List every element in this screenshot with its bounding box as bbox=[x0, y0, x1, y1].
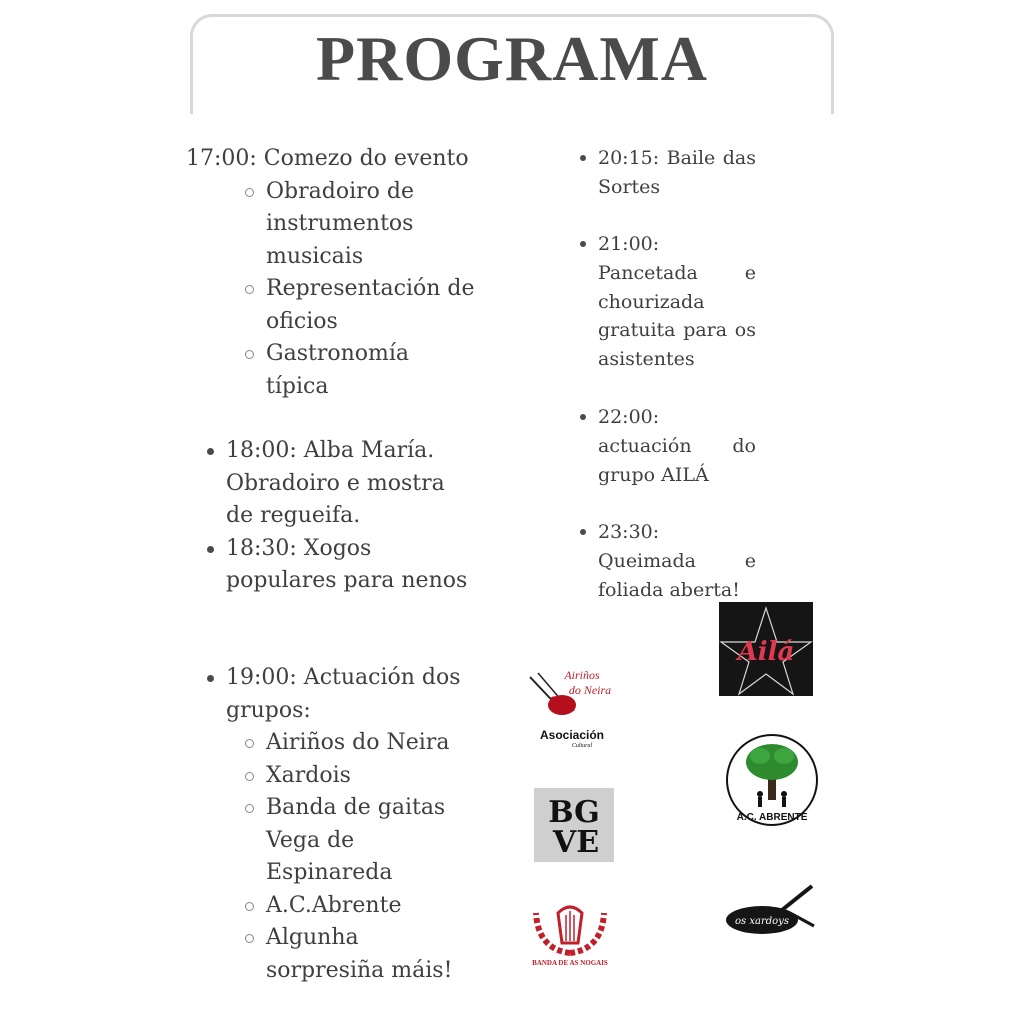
bgve-text1: BG bbox=[548, 795, 600, 830]
schedule-17 bbox=[186, 143, 476, 403]
list-item: 23:30: Queimada e foliada aberta! bbox=[578, 518, 756, 604]
time-label-17: 17:00: Comezo do evento bbox=[186, 146, 469, 171]
list-item: 22:00: actuación do grupo AILÁ bbox=[578, 403, 756, 489]
airinos-cultural: Cultural bbox=[571, 743, 593, 749]
schedule-23-30 bbox=[578, 518, 756, 604]
xardois-logo bbox=[722, 880, 818, 940]
bgve-text2: VE bbox=[552, 825, 600, 860]
list-item: 19:00: Actuación dos grupos: bbox=[186, 662, 476, 727]
abrente-text: A.C. ABRENTE bbox=[736, 812, 808, 823]
activities-list bbox=[186, 176, 476, 404]
schedule-20-15 bbox=[578, 144, 756, 202]
aila-logo bbox=[719, 602, 813, 696]
airinos-line1: Airiños bbox=[564, 668, 600, 682]
banda-logo bbox=[524, 893, 616, 969]
airinos-do-neira-logo bbox=[524, 667, 620, 751]
aila-text: Ailá bbox=[737, 637, 795, 667]
banda-text: BANDA DE AS NOGAIS bbox=[532, 959, 608, 967]
list-item: 20:15: Baile das Sortes bbox=[578, 144, 756, 202]
airinos-line2: do Neira bbox=[568, 683, 612, 697]
list-item: Obradoiro de instrumentos musicais bbox=[186, 176, 476, 274]
xardois-text: os xardoys bbox=[735, 916, 789, 927]
list-item: Banda de gaitas Vega de Espinareda bbox=[186, 792, 476, 890]
list-item: 21:00: Pancetada e chourizada gratuita para os asistentes bbox=[578, 230, 756, 374]
groups-list bbox=[186, 727, 476, 987]
schedule-mid bbox=[186, 435, 476, 598]
list-item: Algunha sorpresiña máis! bbox=[186, 922, 476, 987]
schedule-21 bbox=[578, 230, 756, 374]
schedule-19 bbox=[186, 662, 476, 987]
list-item: Representación de oficios bbox=[186, 273, 476, 338]
airinos-assoc: Asociación bbox=[539, 728, 605, 742]
schedule-22 bbox=[578, 403, 756, 489]
list-item: Airiños do Neira bbox=[186, 727, 476, 760]
list-item: A.C.Abrente bbox=[186, 890, 476, 923]
abrente-logo bbox=[724, 732, 820, 828]
list-item: 18:00: Alba María. Obradoiro e mostra de regueifa. bbox=[186, 435, 476, 533]
list-item: Xardois bbox=[186, 760, 476, 793]
page-title: PROGRAMA bbox=[316, 23, 708, 94]
list-item: 18:30: Xogos populares para nenos bbox=[186, 533, 476, 598]
bgve-logo bbox=[534, 788, 614, 862]
list-item: Gastronomía típica bbox=[186, 338, 476, 403]
